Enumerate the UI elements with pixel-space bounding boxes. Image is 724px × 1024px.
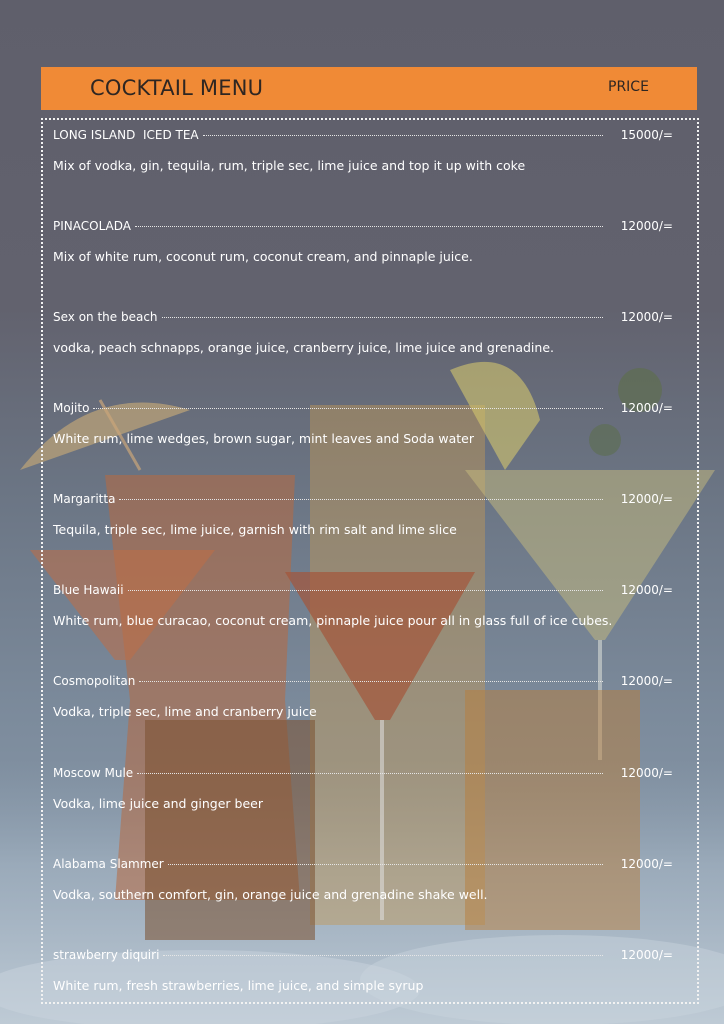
item-name: Mojito: [53, 401, 90, 415]
item-name: Sex on the beach: [53, 310, 158, 324]
menu-title: COCKTAIL MENU: [90, 76, 264, 100]
dotted-leader: [135, 226, 603, 227]
item-name: Cosmopolitan: [53, 674, 136, 688]
item-description: White rum, fresh strawberries, lime juice, and simple syrup: [53, 978, 424, 993]
item-description: Vodka, lime juice and ginger beer: [53, 796, 263, 811]
menu-header-banner: [41, 67, 697, 110]
menu-item: [53, 766, 673, 811]
item-description: Vodka, triple sec, lime and cranberry juice: [53, 704, 317, 719]
dotted-leader: [93, 408, 603, 409]
menu-item: [53, 492, 673, 537]
price-column-header: PRICE: [608, 79, 649, 95]
item-description: Mix of white rum, coconut rum, coconut cream, and pinnaple juice.: [53, 249, 473, 264]
item-description: White rum, blue curacao, coconut cream, pinnaple juice pour all in glass full of ice cubes.: [53, 613, 613, 628]
item-name: LONG ISLAND ICED TEA: [53, 128, 199, 142]
dotted-leader: [128, 590, 603, 591]
item-price: 12000/=: [620, 492, 673, 506]
item-price: 12000/=: [620, 766, 673, 780]
dotted-leader: [139, 681, 603, 682]
menu-item: [53, 310, 673, 355]
menu-item: [53, 219, 673, 264]
dotted-leader: [119, 499, 603, 500]
item-name: Alabama Slammer: [53, 857, 164, 871]
dotted-leader: [162, 317, 603, 318]
menu-item: [53, 128, 673, 173]
item-price: 15000/=: [620, 128, 673, 142]
menu-item: [53, 674, 673, 719]
menu-item: [53, 401, 673, 446]
item-description: Tequila, triple sec, lime juice, garnish with rim salt and lime slice: [53, 522, 457, 537]
item-description: Mix of vodka, gin, tequila, rum, triple sec, lime juice and top it up with coke: [53, 158, 526, 173]
item-price: 12000/=: [620, 310, 673, 324]
menu-item: [53, 857, 673, 902]
dotted-leader: [137, 773, 603, 774]
item-price: 12000/=: [620, 219, 673, 233]
menu-item: [53, 948, 673, 993]
item-price: 12000/=: [620, 583, 673, 597]
dotted-leader: [203, 135, 603, 136]
item-name: Moscow Mule: [53, 766, 134, 780]
item-price: 12000/=: [620, 674, 673, 688]
item-name: PINACOLADA: [53, 219, 131, 233]
item-name: Blue Hawaii: [53, 583, 124, 597]
item-name: Margaritta: [53, 492, 116, 506]
item-price: 12000/=: [620, 401, 673, 415]
item-name: strawberry diquiri: [53, 948, 160, 962]
menu-item: [53, 583, 673, 628]
dotted-leader: [163, 955, 603, 956]
item-price: 12000/=: [620, 857, 673, 871]
dotted-leader: [168, 864, 603, 865]
item-description: Vodka, southern comfort, gin, orange juice and grenadine shake well.: [53, 887, 488, 902]
item-price: 12000/=: [620, 948, 673, 962]
item-description: White rum, lime wedges, brown sugar, mint leaves and Soda water: [53, 431, 475, 446]
item-description: vodka, peach schnapps, orange juice, cranberry juice, lime juice and grenadine.: [53, 340, 554, 355]
